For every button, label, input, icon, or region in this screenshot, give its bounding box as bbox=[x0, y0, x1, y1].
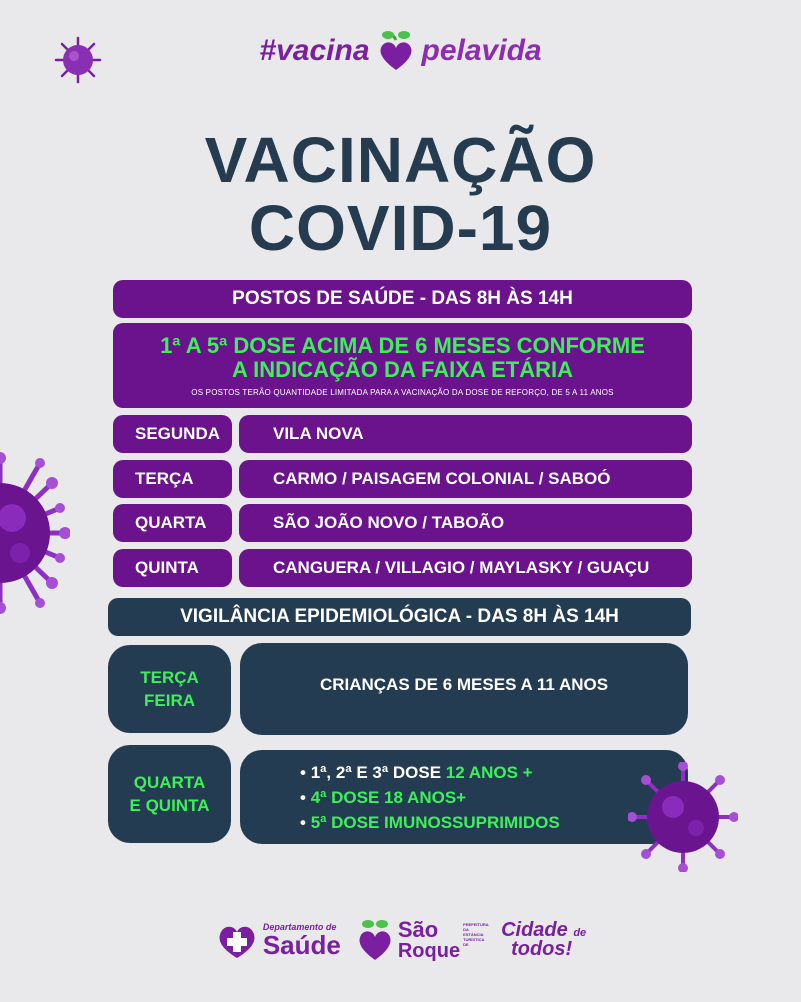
schedule-day: SEGUNDA bbox=[113, 415, 232, 453]
sao-roque-logo bbox=[355, 918, 487, 962]
schedule-day: QUINTA bbox=[113, 549, 232, 587]
saude-big: Saúde bbox=[262, 929, 341, 960]
page-title-line1: VACINAÇÃO bbox=[204, 124, 597, 196]
tuesday-info-text: CRIANÇAS DE 6 MESES A 11 ANOS bbox=[319, 675, 609, 694]
heart-sprout-icon bbox=[376, 30, 416, 72]
dose-line-1: 1ª A 5ª DOSE ACIMA DE 6 MESES CONFORME bbox=[160, 333, 645, 358]
dose-item-age: 12 ANOS + bbox=[445, 762, 533, 782]
schedule-places: VILA NOVA bbox=[239, 415, 692, 453]
dose-info-box bbox=[113, 323, 692, 408]
schedule-day: TERÇA bbox=[113, 460, 232, 498]
dose-item bbox=[300, 785, 560, 810]
postos-header bbox=[113, 280, 692, 318]
day-line: FEIRA bbox=[144, 691, 195, 710]
cidade-de-todos-logo bbox=[501, 921, 586, 959]
dose-item-text: 5ª DOSE IMUNOSSUPRIMIDOS bbox=[310, 812, 560, 832]
saude-logo bbox=[215, 920, 341, 960]
schedule-places: CANGUERA / VILLAGIO / MAYLASKY / GUAÇU bbox=[239, 549, 692, 587]
roque-text: Roque bbox=[397, 940, 461, 962]
hashtag-banner bbox=[0, 30, 801, 72]
footer-logos bbox=[0, 918, 801, 962]
schedule-day: QUARTA bbox=[113, 504, 232, 542]
cidade-word: Cidade bbox=[501, 919, 568, 941]
saude-small: Departamento de bbox=[262, 921, 337, 932]
dose-line-2: A INDICAÇÃO DA FAIXA ETÁRIA bbox=[232, 357, 573, 382]
hashtag-vacina: #vacina bbox=[259, 34, 370, 67]
prefeitura-text: PREFEITURA DA ESTÂNCIA TURÍSTICA DE bbox=[463, 922, 489, 947]
virus-icon bbox=[0, 448, 70, 618]
day-line: QUARTA bbox=[133, 773, 206, 792]
schedule-places: SÃO JOÃO NOVO / TABOÃO bbox=[239, 504, 692, 542]
dose-item bbox=[300, 810, 560, 835]
schedule-places: CARMO / PAISAGEM COLONIAL / SABOÓ bbox=[239, 460, 692, 498]
vigilancia-tuesday-info bbox=[240, 643, 688, 735]
de-word: de bbox=[573, 927, 587, 939]
sao-text: São bbox=[397, 917, 439, 942]
dose-item-text: 1ª, 2ª E 3ª DOSE bbox=[310, 762, 446, 782]
page-title-line2: COVID-19 bbox=[248, 192, 553, 264]
vigilancia-header bbox=[108, 598, 691, 636]
dose-note: OS POSTOS TERÃO QUANTIDADE LIMITADA PARA A VACINAÇÃO DA DOSE DE REFORÇO, DE 5 A 11 ANOS bbox=[191, 388, 614, 397]
heart-sprout-icon bbox=[355, 918, 395, 962]
hashtag-pelavida: pelavida bbox=[421, 34, 542, 67]
todos-text: todos! bbox=[511, 938, 573, 960]
dose-item bbox=[300, 760, 560, 785]
vigilancia-day-tuesday bbox=[108, 645, 231, 733]
virus-icon bbox=[628, 762, 738, 872]
day-line: TERÇA bbox=[140, 668, 199, 687]
vigilancia-day-wed-thu bbox=[108, 745, 231, 843]
dose-item-text: 4ª DOSE 18 ANOS+ bbox=[310, 787, 467, 807]
cross-heart-icon bbox=[215, 920, 259, 960]
dose-list bbox=[240, 760, 560, 835]
day-line: E QUINTA bbox=[129, 796, 210, 815]
vigilancia-header-text: VIGILÂNCIA EPIDEMIOLÓGICA - DAS 8H ÀS 14H bbox=[180, 606, 619, 627]
postos-header-text: POSTOS DE SAÚDE - DAS 8H ÀS 14H bbox=[232, 288, 573, 309]
vigilancia-wed-thu-info bbox=[240, 750, 688, 844]
